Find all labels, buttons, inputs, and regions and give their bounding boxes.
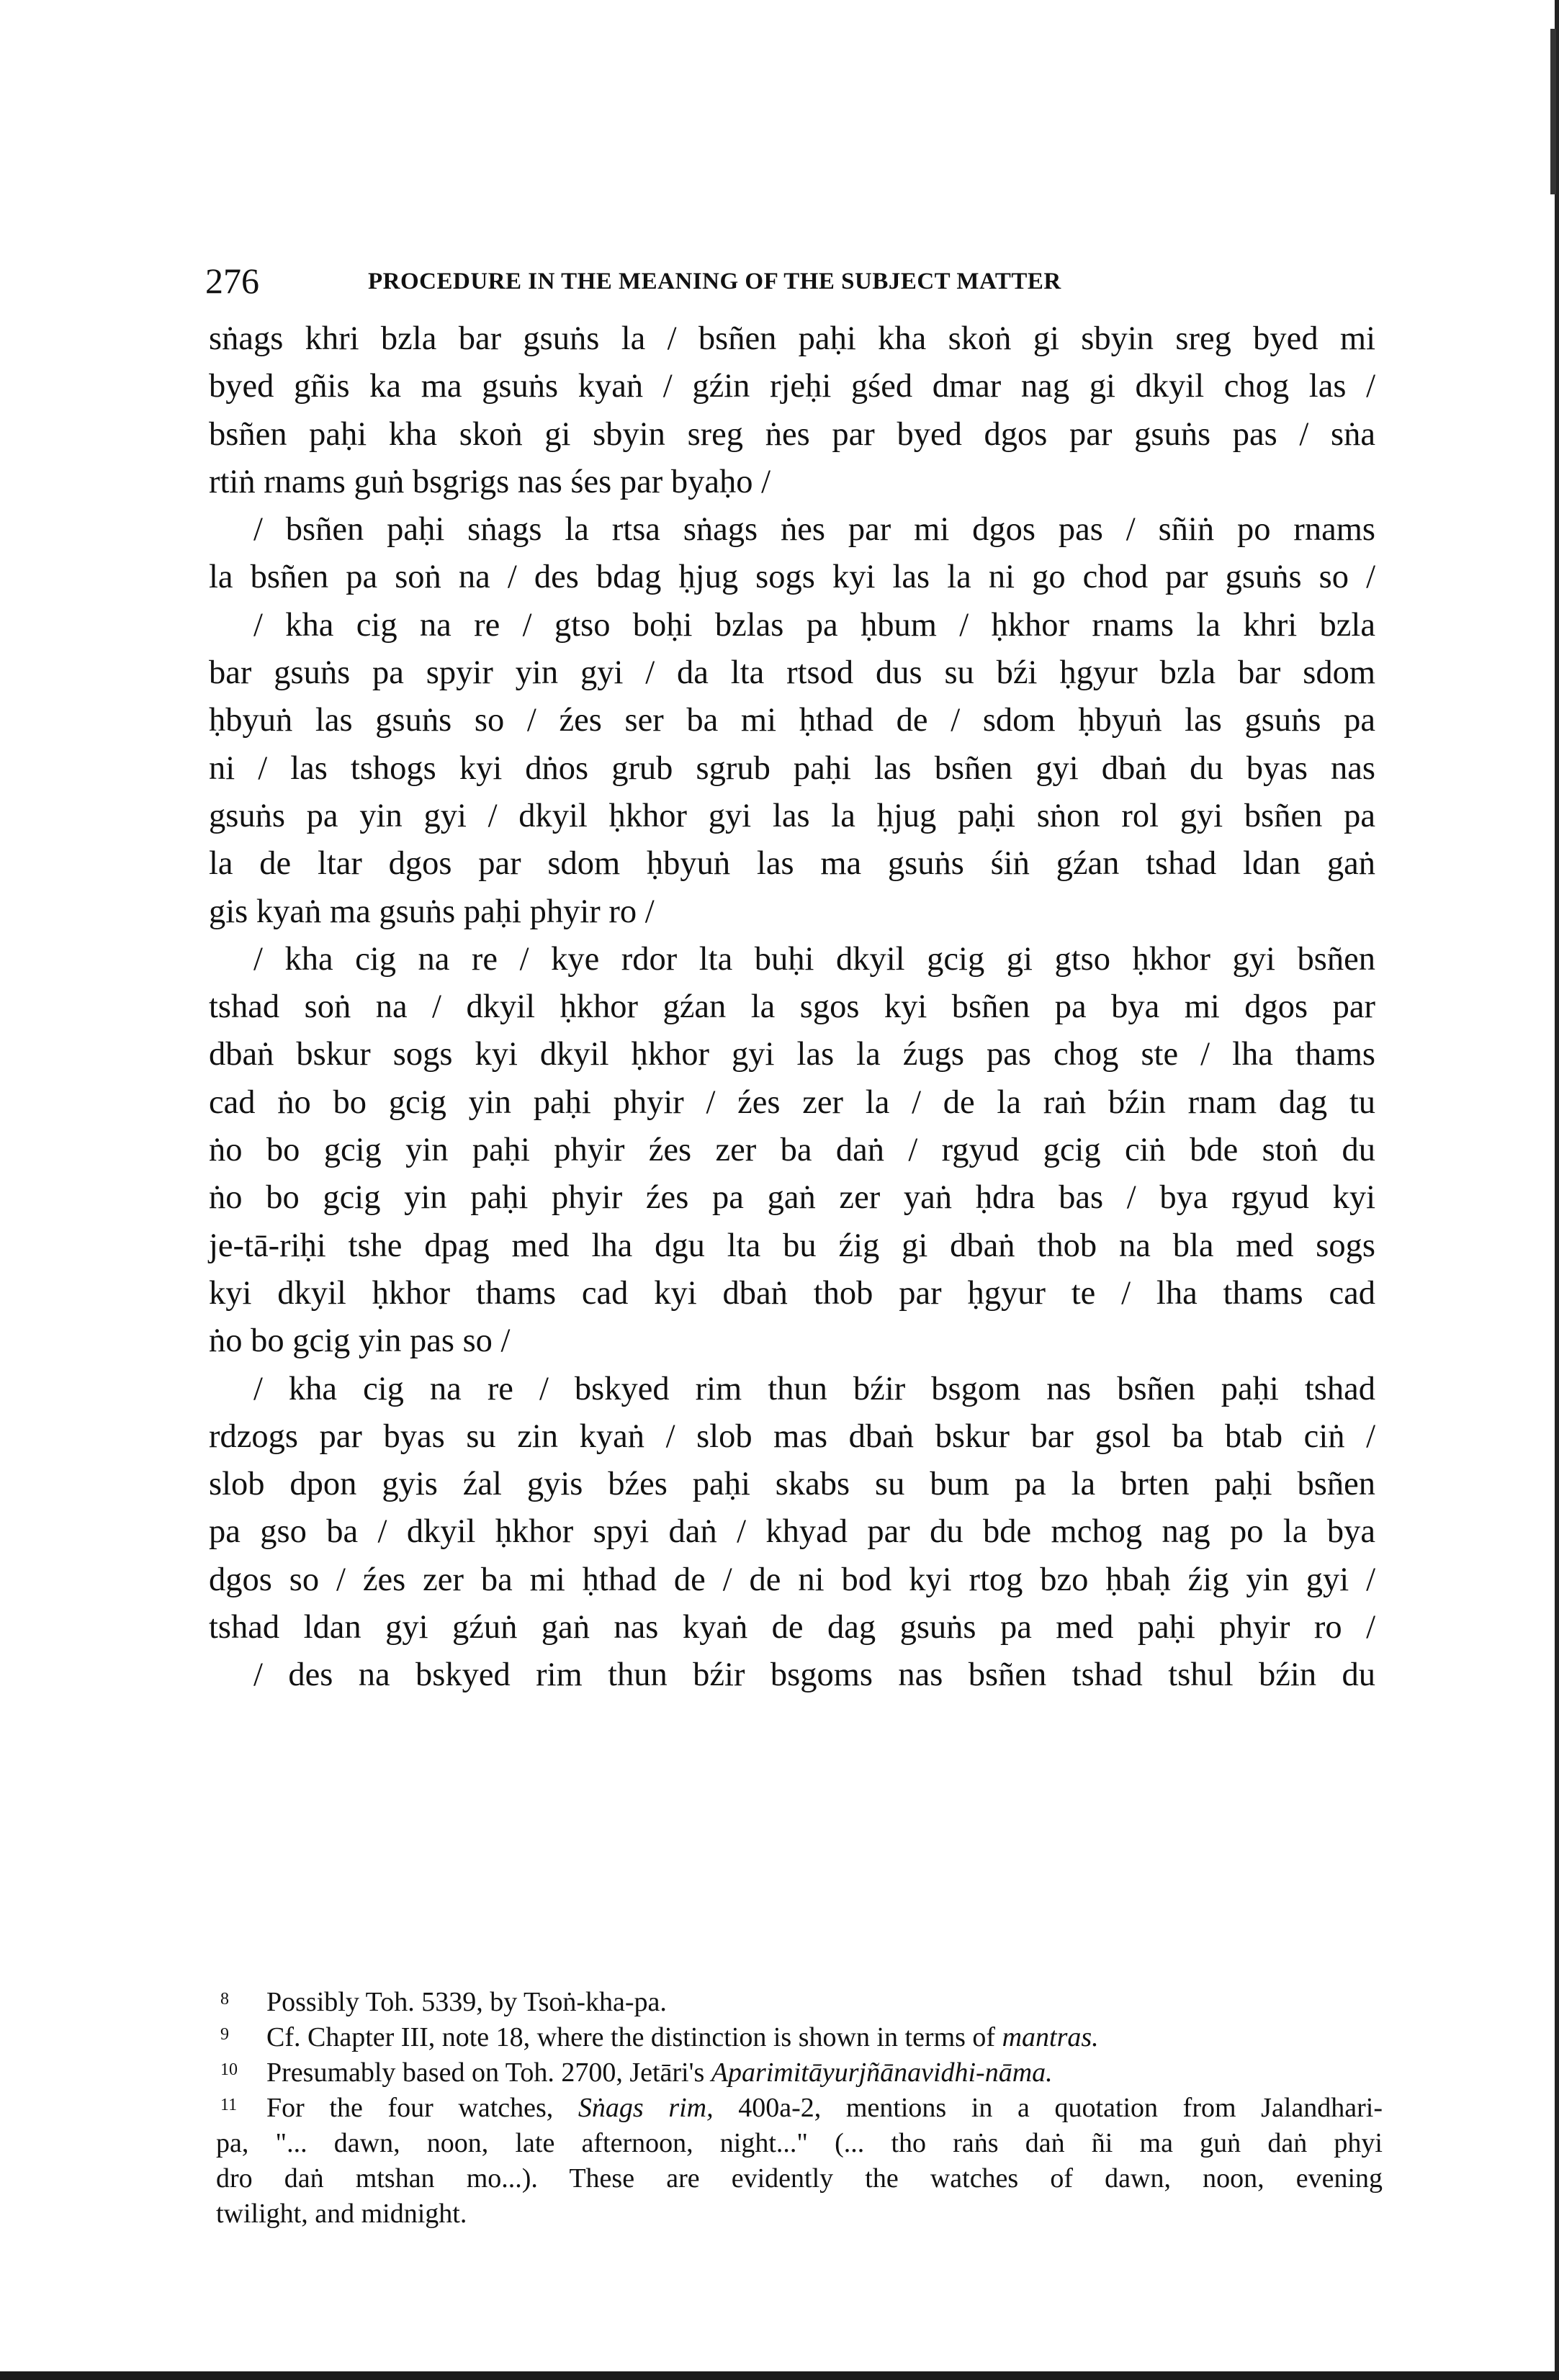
text-line: tshad soṅ na / dkyil ḥkhor gźan la sgos kyi bsñen pa bya mi dgos par: [209, 988, 1375, 1026]
text-line: / kha cig na re / bskyed rim thun bźir bsgom nas bsñen paḥi tshad: [253, 1370, 1375, 1407]
text-line: sṅags khri bzla bar gsuṅs la / bsñen paḥi kha skoṅ gi sbyin sreg byed mi: [209, 320, 1375, 357]
text-line: gsuṅs pa yin gyi / dkyil ḥkhor gyi las la ḥjug paḥi sṅon rol gyi bsñen pa: [209, 797, 1375, 834]
body-text: [209, 315, 1375, 1700]
text-line: la bsñen pa soṅ na / des bdag ḥjug sogs kyi las la ni go chod par gsuṅs so /: [209, 559, 1375, 596]
text-line: kyi dkyil ḥkhor thams cad kyi dbaṅ thob par ḥgyur te / lha thams cad: [209, 1274, 1375, 1312]
footnote-11-line: dro daṅ mtshan mo...). These are evidently the watches of dawn, noon, evening: [216, 2163, 1383, 2194]
page-edge-shadow: [1550, 29, 1556, 194]
scan-bottom-edge: [0, 2371, 1559, 2380]
footnote-text: Presumably based on Toh. 2700, Jetāri's: [266, 2057, 711, 2088]
footnote-11-line: twilight, and midnight.: [216, 2199, 467, 2229]
footnote-mark: 8: [220, 1990, 229, 2009]
footnote-mark: 11: [220, 2096, 238, 2114]
footnote-text: For the four watches,: [266, 2093, 578, 2123]
text-line: / kha cig na re / kye rdor lta buḥi dkyil gcig gi gtso ḥkhor gyi bsñen: [253, 940, 1375, 978]
footnote-italic: mantras.: [1002, 2022, 1099, 2052]
text-line: la de ltar dgos par sdom ḥbyuṅ las ma gsuṅs śiṅ gźan tshad ldan gaṅ: [209, 845, 1375, 883]
footnote-mark: 10: [220, 2060, 238, 2079]
text-line: ḥbyuṅ las gsuṅs so / źes ser ba mi ḥthad de / sdom ḥbyuṅ las gsuṅs pa: [209, 702, 1375, 739]
footnote-9: [216, 2020, 1383, 2055]
text-line: slob dpon gyis źal gyis bźes paḥi skabs su bum pa la brten paḥi bsñen: [209, 1466, 1375, 1503]
text-line: rtiṅ rnams guṅ bsgrigs nas śes par byaḥo /: [209, 463, 771, 500]
text-line: tshad ldan gyi gźuṅ gaṅ nas kyaṅ de dag gsuṅs pa med paḥi phyir ro /: [209, 1609, 1375, 1646]
running-head: [205, 259, 1386, 302]
text-line: ni / las tshogs kyi dṅos grub sgrub paḥi las bsñen gyi dbaṅ du byas nas: [209, 749, 1375, 787]
text-line: je-tā-riḥi tshe dpag med lha dgu lta bu źig gi dbaṅ thob na bla med sogs: [209, 1227, 1375, 1264]
text-line: / bsñen paḥi sṅags la rtsa sṅags ṅes par mi dgos pas / sñiṅ po rnams: [253, 511, 1375, 549]
text-line: pa gso ba / dkyil ḥkhor spyi daṅ / khyad par du bde mchog nag po la bya: [209, 1513, 1375, 1551]
footnote-11-line: pa, "... dawn, noon, late afternoon, night..." (... tho raṅs daṅ ñi ma guṅ daṅ phyi: [216, 2128, 1383, 2158]
text-line: ṅo bo gcig yin pas so /: [209, 1322, 511, 1360]
text-line: ṅo bo gcig yin paḥi phyir źes zer ba daṅ / rgyud gcig ciṅ bde stoṅ du: [209, 1132, 1375, 1169]
footnote-11: [216, 2091, 1383, 2126]
page-number: 276: [205, 261, 259, 301]
footnote-italic: Aparimitāyurjñānavidhi-nāma.: [711, 2057, 1053, 2088]
footnote-text: 400a-2, mentions in a quotation from Jalandhari-: [713, 2093, 1383, 2123]
text-line: gis kyaṅ ma gsuṅs paḥi phyir ro /: [209, 893, 655, 930]
text-line: / kha cig na re / gtso boḥi bzlas pa ḥbum / ḥkhor rnams la khri bzla: [253, 606, 1375, 644]
text-line: cad ṅo bo gcig yin paḥi phyir / źes zer la / de la raṅ bźin rnam dag tu: [209, 1083, 1375, 1121]
chapter-header: PROCEDURE IN THE MEANING OF THE SUBJECT MATTER: [368, 269, 1061, 294]
text-line: / des na bskyed rim thun bźir bsgoms nas bsñen tshad tshul bźin du: [253, 1656, 1375, 1694]
text-line: ṅo bo gcig yin paḥi phyir źes pa gaṅ zer yaṅ ḥdra bas / bya rgyud kyi: [209, 1179, 1375, 1217]
footnote-text: Possibly Toh. 5339, by Tsoṅ-kha-pa.: [266, 1987, 667, 2017]
footnote-8: [216, 1985, 1383, 2020]
text-line: dgos so / źes zer ba mi ḥthad de / de ni bod kyi rtog bzo ḥbaḥ źig yin gyi /: [209, 1561, 1375, 1598]
footnotes: [216, 1985, 1383, 2232]
footnote-text: Cf. Chapter III, note 18, where the distinction is shown in terms of: [266, 2022, 1002, 2052]
footnote-10: [216, 2055, 1383, 2091]
text-line: byed gñis ka ma gsuṅs kyaṅ / gźin rjeḥi gśed dmar nag gi dkyil chog las /: [209, 368, 1375, 405]
text-line: bar gsuṅs pa spyir yin gyi / da lta rtsod dus su bźi ḥgyur bzla bar sdom: [209, 654, 1375, 692]
text-line: rdzogs par byas su zin kyaṅ / slob mas dbaṅ bskur bar gsol ba btab ciṅ /: [209, 1417, 1375, 1455]
footnote-mark: 9: [220, 2025, 229, 2044]
footnote-italic: Sṅags rim,: [578, 2093, 714, 2123]
page-edge-right: [1555, 0, 1559, 2380]
text-line: dbaṅ bskur sogs kyi dkyil ḥkhor gyi las la źugs pas chog ste / lha thams: [209, 1036, 1375, 1073]
text-line: bsñen paḥi kha skoṅ gi sbyin sreg ṅes par byed dgos par gsuṅs pas / sṅa: [209, 415, 1375, 453]
